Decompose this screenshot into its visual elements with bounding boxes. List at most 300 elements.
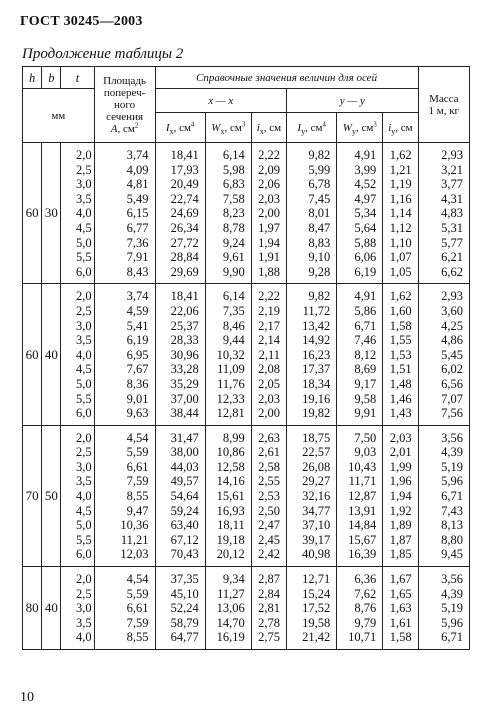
cell-value: 5,64 bbox=[354, 220, 377, 235]
col-Ix-cell bbox=[155, 425, 205, 566]
cell-value: 7,59 bbox=[126, 615, 149, 630]
cell-value: 2,22 bbox=[258, 289, 281, 304]
cell-value: 37,00 bbox=[170, 391, 199, 406]
cell-value: 5,96 bbox=[441, 615, 463, 630]
cell-value: 2,50 bbox=[258, 503, 281, 518]
col-mass-cell bbox=[418, 284, 469, 425]
cell-value: 18,75 bbox=[302, 430, 331, 445]
cell-value: 63,40 bbox=[170, 518, 199, 533]
cell-value: 6,61 bbox=[126, 601, 149, 616]
cell-value: 6,0 bbox=[75, 264, 92, 279]
col-area-header bbox=[94, 67, 155, 143]
cell-value: 2,05 bbox=[258, 376, 281, 391]
col-Wy-cell bbox=[337, 425, 383, 566]
cell-value: 1,88 bbox=[258, 264, 281, 279]
cell-value: 6,95 bbox=[126, 347, 149, 362]
cell-value: 2,01 bbox=[389, 445, 412, 460]
cell-value: 9,61 bbox=[222, 250, 245, 265]
h-value: 60 bbox=[23, 284, 42, 425]
cell-value: 11,71 bbox=[348, 474, 377, 489]
cell-value: 19,16 bbox=[302, 391, 331, 406]
cell-value: 19,18 bbox=[216, 532, 245, 547]
cell-value: 7,36 bbox=[126, 235, 149, 250]
cell-value: 5,88 bbox=[354, 235, 377, 250]
cell-value: 9,58 bbox=[354, 391, 377, 406]
cell-value: 10,86 bbox=[216, 445, 245, 460]
cell-value: 1,53 bbox=[389, 347, 412, 362]
cell-value: 5,5 bbox=[75, 532, 92, 547]
cell-value: 9,24 bbox=[222, 235, 245, 250]
cell-value: 6,19 bbox=[354, 264, 377, 279]
cell-value: 2,63 bbox=[258, 430, 281, 445]
cell-value: 7,91 bbox=[126, 250, 149, 265]
cell-value: 16,39 bbox=[348, 547, 377, 562]
cell-value: 4,5 bbox=[75, 362, 92, 377]
col-iy-cell bbox=[383, 284, 418, 425]
cell-value: 2,87 bbox=[258, 572, 281, 587]
cell-value: 1,85 bbox=[389, 547, 412, 562]
cell-value: 2,58 bbox=[258, 459, 281, 474]
cell-value: 6,06 bbox=[354, 250, 377, 265]
cell-value: 30,96 bbox=[170, 347, 199, 362]
cell-value: 1,51 bbox=[389, 362, 412, 377]
cell-value: 1,16 bbox=[389, 191, 412, 206]
cell-value: 1,89 bbox=[389, 518, 412, 533]
cell-value: 10,71 bbox=[348, 630, 377, 645]
table-row bbox=[23, 425, 470, 566]
cell-value: 9,47 bbox=[126, 503, 149, 518]
cell-value: 8,46 bbox=[222, 318, 245, 333]
cell-value: 15,24 bbox=[302, 586, 331, 601]
col-Ix-cell bbox=[155, 143, 205, 284]
cell-value: 1,92 bbox=[389, 503, 412, 518]
cell-value: 5,96 bbox=[441, 474, 463, 489]
col-Wy-cell bbox=[337, 284, 383, 425]
col-iy-header: $i_y$, см bbox=[383, 113, 418, 143]
col-mass-header bbox=[418, 67, 469, 143]
col-Iy-cell bbox=[287, 567, 337, 650]
cell-value: 6,02 bbox=[441, 362, 463, 377]
cell-value: 1,62 bbox=[389, 148, 412, 162]
area-line: Площадь bbox=[103, 74, 147, 87]
col-Wx-cell bbox=[205, 143, 251, 284]
cell-value: 52,24 bbox=[170, 601, 199, 616]
h-value: 70 bbox=[23, 425, 42, 566]
col-mass-cell bbox=[418, 567, 469, 650]
cell-value: 25,37 bbox=[170, 318, 199, 333]
document-header: ГОСТ 30245—2003 bbox=[20, 14, 143, 29]
cell-value: 2,14 bbox=[258, 333, 281, 348]
cell-value: 8,78 bbox=[222, 220, 245, 235]
b-value: 30 bbox=[42, 143, 61, 284]
cell-value: 3,21 bbox=[441, 162, 463, 177]
cell-value: 5,0 bbox=[75, 376, 92, 391]
cell-value: 31,47 bbox=[170, 430, 199, 445]
cell-value: 1,21 bbox=[389, 162, 412, 177]
cell-value: 8,69 bbox=[354, 362, 377, 377]
cell-value: 28,33 bbox=[170, 333, 199, 348]
cell-value: 16,23 bbox=[302, 347, 331, 362]
cell-value: 38,44 bbox=[170, 406, 199, 421]
cell-value: 8,80 bbox=[441, 532, 463, 547]
cell-value: 22,06 bbox=[170, 303, 199, 318]
cell-value: 1,94 bbox=[258, 235, 281, 250]
cell-value: 1,63 bbox=[389, 601, 412, 616]
cell-value: 6,71 bbox=[441, 489, 463, 504]
cell-value: 5,0 bbox=[75, 518, 92, 533]
cell-value: 7,59 bbox=[126, 474, 149, 489]
col-iy-cell bbox=[383, 425, 418, 566]
cell-value: 4,54 bbox=[126, 430, 149, 445]
cell-value: 3,5 bbox=[75, 333, 92, 348]
cell-value: 1,99 bbox=[389, 459, 412, 474]
cell-value: 8,12 bbox=[354, 347, 377, 362]
cell-value: 9,45 bbox=[441, 547, 463, 562]
cell-value: 8,47 bbox=[308, 220, 331, 235]
col-ix-cell bbox=[251, 143, 286, 284]
cell-value: 1,96 bbox=[389, 474, 412, 489]
col-Wx-cell bbox=[205, 567, 251, 650]
cell-value: 1,67 bbox=[389, 572, 412, 587]
cell-value: 35,29 bbox=[170, 376, 199, 391]
cell-value: 4,91 bbox=[354, 289, 377, 304]
cell-value: 8,55 bbox=[126, 489, 149, 504]
cell-value: 2,55 bbox=[258, 474, 281, 489]
cell-value: 5,98 bbox=[222, 162, 245, 177]
col-iy-cell bbox=[383, 143, 418, 284]
cell-value: 11,76 bbox=[217, 376, 245, 391]
cell-value: 67,12 bbox=[170, 532, 199, 547]
cell-value: 2,61 bbox=[258, 445, 281, 460]
cell-value: 2,17 bbox=[258, 318, 281, 333]
cell-value: 2,42 bbox=[258, 547, 281, 562]
cell-value: 12,33 bbox=[216, 391, 245, 406]
cell-value: 9,63 bbox=[126, 406, 149, 421]
col-mass-cell bbox=[418, 143, 469, 284]
cell-value: 40,98 bbox=[302, 547, 331, 562]
cell-value: 2,5 bbox=[75, 162, 92, 177]
cell-value: 4,09 bbox=[126, 162, 149, 177]
cell-value: 8,99 bbox=[222, 430, 245, 445]
cell-value: 5,59 bbox=[126, 586, 149, 601]
cell-value: 9,90 bbox=[222, 264, 245, 279]
table-row bbox=[23, 143, 470, 284]
cell-value: 12,81 bbox=[216, 406, 245, 421]
cell-value: 26,34 bbox=[170, 220, 199, 235]
cell-value: 44,03 bbox=[170, 459, 199, 474]
table-row bbox=[23, 567, 470, 650]
cell-value: 2,81 bbox=[258, 601, 281, 616]
cell-value: 2,5 bbox=[75, 445, 92, 460]
cell-value: 2,45 bbox=[258, 532, 281, 547]
cell-value: 5,0 bbox=[75, 235, 92, 250]
cell-value: 1,58 bbox=[389, 630, 412, 645]
cell-value: 19,58 bbox=[302, 615, 331, 630]
col-Iy-cell bbox=[287, 143, 337, 284]
col-ix-cell bbox=[251, 284, 286, 425]
cell-value: 6,61 bbox=[126, 459, 149, 474]
cell-value: 1,94 bbox=[389, 489, 412, 504]
cell-value: 13,42 bbox=[302, 318, 331, 333]
cell-value: 5,86 bbox=[354, 303, 377, 318]
b-value: 40 bbox=[42, 284, 61, 425]
cell-value: 2,93 bbox=[441, 289, 463, 304]
table-row bbox=[23, 284, 470, 425]
cell-value: 3,74 bbox=[126, 289, 149, 304]
col-ix-cell bbox=[251, 425, 286, 566]
cell-value: 13,06 bbox=[216, 601, 245, 616]
cell-value: 1,58 bbox=[389, 318, 412, 333]
cell-value: 4,83 bbox=[441, 206, 463, 221]
cell-value: 13,91 bbox=[348, 503, 377, 518]
cell-value: 7,62 bbox=[354, 586, 377, 601]
cell-value: 17,93 bbox=[170, 162, 199, 177]
cell-value: 4,39 bbox=[441, 445, 463, 460]
cell-value: 7,56 bbox=[441, 406, 463, 421]
cell-value: 3,0 bbox=[75, 177, 92, 192]
cell-value: 3,77 bbox=[441, 177, 463, 192]
col-ix-cell bbox=[251, 567, 286, 650]
cell-value: 5,41 bbox=[126, 318, 149, 333]
col-Wy-cell bbox=[337, 567, 383, 650]
cell-value: 1,55 bbox=[389, 333, 412, 348]
cell-value: 6,19 bbox=[126, 333, 149, 348]
cell-value: 2,06 bbox=[258, 177, 281, 192]
cell-value: 14,84 bbox=[348, 518, 377, 533]
col-Wx-cell bbox=[205, 425, 251, 566]
cell-value: 11,21 bbox=[120, 532, 149, 547]
cell-value: 8,55 bbox=[126, 630, 149, 645]
cell-value: 38,00 bbox=[170, 445, 199, 460]
cell-value: 12,87 bbox=[348, 489, 377, 504]
cell-value: 3,56 bbox=[441, 430, 463, 445]
cell-value: 4,97 bbox=[354, 191, 377, 206]
cell-value: 3,5 bbox=[75, 191, 92, 206]
cell-value: 3,0 bbox=[75, 601, 92, 616]
cell-value: 2,78 bbox=[258, 615, 281, 630]
cell-value: 2,19 bbox=[258, 303, 281, 318]
cell-value: 12,71 bbox=[302, 572, 331, 587]
units-mm-header: мм bbox=[23, 89, 95, 143]
cell-value: 15,67 bbox=[348, 532, 377, 547]
cell-value: 2,84 bbox=[258, 586, 281, 601]
cell-value: 37,35 bbox=[170, 572, 199, 587]
cell-value: 1,48 bbox=[389, 376, 412, 391]
cell-value: 9,34 bbox=[222, 572, 245, 587]
cell-value: 2,00 bbox=[258, 406, 281, 421]
cell-value: 2,11 bbox=[258, 347, 281, 362]
cell-value: 6,14 bbox=[222, 148, 245, 162]
cell-value: 4,59 bbox=[126, 303, 149, 318]
cell-value: 2,22 bbox=[258, 148, 281, 162]
cell-value: 6,71 bbox=[441, 630, 463, 645]
cell-value: 9,17 bbox=[354, 376, 377, 391]
cell-value: 4,5 bbox=[75, 503, 92, 518]
cell-value: 12,58 bbox=[216, 459, 245, 474]
cell-value: 4,54 bbox=[126, 572, 149, 587]
h-value: 60 bbox=[23, 143, 42, 284]
cell-value: 19,82 bbox=[302, 406, 331, 421]
cell-value: 4,0 bbox=[75, 630, 92, 645]
cell-value: 7,46 bbox=[354, 333, 377, 348]
cell-value: 10,32 bbox=[216, 347, 245, 362]
cell-value: 9,44 bbox=[222, 333, 245, 348]
cell-value: 4,25 bbox=[441, 318, 463, 333]
cell-value: 17,52 bbox=[302, 601, 331, 616]
cell-value: 26,08 bbox=[302, 459, 331, 474]
cell-value: 6,78 bbox=[308, 177, 331, 192]
cell-value: 4,52 bbox=[354, 177, 377, 192]
cell-value: 1,46 bbox=[389, 391, 412, 406]
cell-value: 8,76 bbox=[354, 601, 377, 616]
cell-value: 8,36 bbox=[126, 376, 149, 391]
cell-value: 49,57 bbox=[170, 474, 199, 489]
cell-value: 6,62 bbox=[441, 264, 463, 279]
cell-value: 34,77 bbox=[302, 503, 331, 518]
reference-values-header: Справочные значения величин для осей bbox=[155, 67, 418, 89]
properties-table bbox=[22, 66, 470, 650]
col-Ix-cell bbox=[155, 284, 205, 425]
cell-value: 5,59 bbox=[126, 445, 149, 460]
cell-value: 5,31 bbox=[441, 220, 463, 235]
cell-value: 2,03 bbox=[258, 191, 281, 206]
cell-value: 11,72 bbox=[302, 303, 331, 318]
cell-value: 2,03 bbox=[389, 430, 412, 445]
cell-value: 2,0 bbox=[75, 572, 92, 587]
cell-value: 2,09 bbox=[258, 162, 281, 177]
col-t-header: t bbox=[61, 67, 94, 89]
cell-value: 27,72 bbox=[170, 235, 199, 250]
col-t-cell bbox=[61, 425, 94, 566]
cell-value: 18,41 bbox=[170, 148, 199, 162]
cell-value: 4,81 bbox=[126, 177, 149, 192]
cell-value: 9,10 bbox=[308, 250, 331, 265]
cell-value: 6,71 bbox=[354, 318, 377, 333]
col-b-header: b bbox=[42, 67, 61, 89]
col-Wy-cell bbox=[337, 143, 383, 284]
cell-value: 10,43 bbox=[348, 459, 377, 474]
cell-value: 3,0 bbox=[75, 318, 92, 333]
cell-value: 14,70 bbox=[216, 615, 245, 630]
cell-value: 9,01 bbox=[126, 391, 149, 406]
cell-value: 33,28 bbox=[170, 362, 199, 377]
cell-value: 4,0 bbox=[75, 206, 92, 221]
cell-value: 3,5 bbox=[75, 474, 92, 489]
area-line: попереч- bbox=[103, 86, 146, 99]
col-area-cell bbox=[94, 284, 155, 425]
col-Wy-header: $W_y$, $см^3$ bbox=[337, 113, 383, 143]
cell-value: 9,82 bbox=[308, 148, 331, 162]
cell-value: 1,60 bbox=[389, 303, 412, 318]
cell-value: 5,5 bbox=[75, 250, 92, 265]
cell-value: 20,12 bbox=[216, 547, 245, 562]
cell-value: 7,07 bbox=[441, 391, 463, 406]
cell-value: 18,34 bbox=[302, 376, 331, 391]
cell-value: 6,56 bbox=[441, 376, 463, 391]
col-t-cell bbox=[61, 567, 94, 650]
cell-value: 6,0 bbox=[75, 406, 92, 421]
col-t-cell bbox=[61, 143, 94, 284]
cell-value: 20,49 bbox=[170, 177, 199, 192]
cell-value: 37,10 bbox=[302, 518, 331, 533]
cell-value: 54,64 bbox=[170, 489, 199, 504]
cell-value: 4,5 bbox=[75, 220, 92, 235]
cell-value: 29,27 bbox=[302, 474, 331, 489]
cell-value: 3,99 bbox=[354, 162, 377, 177]
col-Iy-cell bbox=[287, 284, 337, 425]
cell-value: 2,00 bbox=[258, 206, 281, 221]
cell-value: 2,03 bbox=[258, 391, 281, 406]
col-area-cell bbox=[94, 567, 155, 650]
cell-value: 6,77 bbox=[126, 220, 149, 235]
cell-value: 5,49 bbox=[126, 191, 149, 206]
cell-value: 4,0 bbox=[75, 347, 92, 362]
cell-value: 18,41 bbox=[170, 289, 199, 304]
page-number: 10 bbox=[20, 690, 34, 705]
cell-value: 7,50 bbox=[354, 430, 377, 445]
cell-value: 8,23 bbox=[222, 206, 245, 221]
cell-value: 9,03 bbox=[354, 445, 377, 460]
cell-value: 22,74 bbox=[170, 191, 199, 206]
cell-value: 3,74 bbox=[126, 148, 149, 162]
cell-value: 2,47 bbox=[258, 518, 281, 533]
col-area-cell bbox=[94, 425, 155, 566]
cell-value: 1,12 bbox=[389, 220, 412, 235]
cell-value: 28,84 bbox=[170, 250, 199, 265]
axis-y-header: y — y bbox=[287, 89, 419, 113]
cell-value: 3,5 bbox=[75, 615, 92, 630]
cell-value: 1,61 bbox=[389, 615, 412, 630]
cell-value: 7,67 bbox=[126, 362, 149, 377]
cell-value: 2,93 bbox=[441, 148, 463, 162]
cell-value: 14,16 bbox=[216, 474, 245, 489]
col-Wx-cell bbox=[205, 284, 251, 425]
cell-value: 16,93 bbox=[216, 503, 245, 518]
cell-value: 5,34 bbox=[354, 206, 377, 221]
cell-value: 8,01 bbox=[308, 206, 331, 221]
cell-value: 2,53 bbox=[258, 489, 281, 504]
cell-value: 7,43 bbox=[441, 503, 463, 518]
cell-value: 22,57 bbox=[302, 445, 331, 460]
area-line: ного bbox=[114, 98, 136, 111]
mass-line: 1 м, кг bbox=[428, 104, 460, 117]
table-body bbox=[23, 143, 470, 650]
cell-value: 6,15 bbox=[126, 206, 149, 221]
cell-value: 24,69 bbox=[170, 206, 199, 221]
cell-value: 7,45 bbox=[308, 191, 331, 206]
cell-value: 10,36 bbox=[120, 518, 149, 533]
col-Iy-cell bbox=[287, 425, 337, 566]
cell-value: 1,14 bbox=[389, 206, 412, 221]
cell-value: 2,5 bbox=[75, 586, 92, 601]
col-Iy-header: $I_y$, $см^4$ bbox=[287, 113, 337, 143]
cell-value: 17,37 bbox=[302, 362, 331, 377]
cell-value: 12,03 bbox=[120, 547, 149, 562]
cell-value: 1,43 bbox=[389, 406, 412, 421]
col-Wx-header: $W_x$, $см^3$ bbox=[205, 113, 251, 143]
cell-value: 5,19 bbox=[441, 459, 463, 474]
cell-value: 2,75 bbox=[258, 630, 281, 645]
h-value: 80 bbox=[23, 567, 42, 650]
col-ix-header: $i_x$, см bbox=[251, 113, 286, 143]
cell-value: 9,28 bbox=[308, 264, 331, 279]
cell-value: 1,10 bbox=[389, 235, 412, 250]
cell-value: 4,31 bbox=[441, 191, 463, 206]
cell-value: 32,16 bbox=[302, 489, 331, 504]
b-value: 50 bbox=[42, 425, 61, 566]
cell-value: 2,5 bbox=[75, 303, 92, 318]
b-value: 40 bbox=[42, 567, 61, 650]
